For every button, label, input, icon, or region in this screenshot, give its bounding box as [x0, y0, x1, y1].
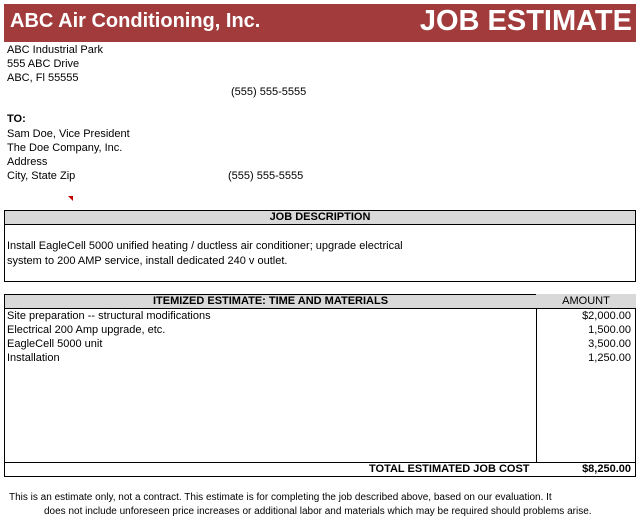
estimate-header [4, 294, 537, 309]
recipient-company: The Doe Company, Inc. [7, 142, 123, 154]
line-item-description: Installation [7, 352, 60, 364]
total-divider [4, 462, 636, 463]
amount-column-divider [536, 309, 537, 463]
amount-heading: AMOUNT [562, 295, 610, 307]
job-description-header [4, 210, 636, 225]
job-description-heading: JOB DESCRIPTION [269, 211, 371, 223]
recipient-name: Sam Doe, Vice President [7, 128, 130, 140]
total-label: TOTAL ESTIMATED JOB COST [369, 463, 530, 475]
amount-header [536, 294, 636, 309]
recipient-address: Address [7, 156, 48, 168]
line-item-amount: $2,000.00 [582, 310, 631, 322]
sender-phone: (555) 555-5555 [231, 86, 307, 98]
sender-address-line1: ABC Industrial Park [7, 44, 103, 56]
job-description-line1: Install EagleCell 5000 unified heating / ductless air conditioner; upgrade electrical [7, 240, 403, 252]
sender-address-line2: 555 ABC Drive [7, 58, 80, 70]
sender-address-line3: ABC, Fl 55555 [7, 72, 79, 84]
estimate-table [4, 294, 636, 477]
recipient-city-state-zip: City, State Zip [7, 170, 76, 182]
recipient-phone: (555) 555-5555 [228, 170, 304, 182]
line-item-description: EagleCell 5000 unit [7, 338, 103, 350]
to-label: TO: [7, 113, 26, 125]
document-title: JOB ESTIMATE [419, 5, 632, 37]
line-item-amount: 1,250.00 [588, 352, 631, 364]
company-name: ABC Air Conditioning, Inc. [10, 10, 261, 32]
estimate-heading: ITEMIZED ESTIMATE: TIME AND MATERIALS [152, 295, 389, 307]
total-amount: $8,250.00 [582, 463, 631, 475]
line-item-description: Site preparation -- structural modifications [7, 310, 211, 322]
disclaimer-line2: does not include unforeseen price increases or additional labor and materials which may be required should problems arise. [44, 506, 592, 517]
line-item-description: Electrical 200 Amp upgrade, etc. [7, 324, 166, 336]
line-item-amount: 1,500.00 [588, 324, 631, 336]
comment-indicator-icon [68, 196, 73, 201]
job-description-box [4, 210, 636, 282]
job-description-line2: system to 200 AMP service, install dedicated 240 v outlet. [7, 255, 288, 267]
disclaimer-line1: This is an estimate only, not a contract. This estimate is for completing the job described above, based on our evaluation. It [9, 492, 552, 503]
line-item-amount: 3,500.00 [588, 338, 631, 350]
